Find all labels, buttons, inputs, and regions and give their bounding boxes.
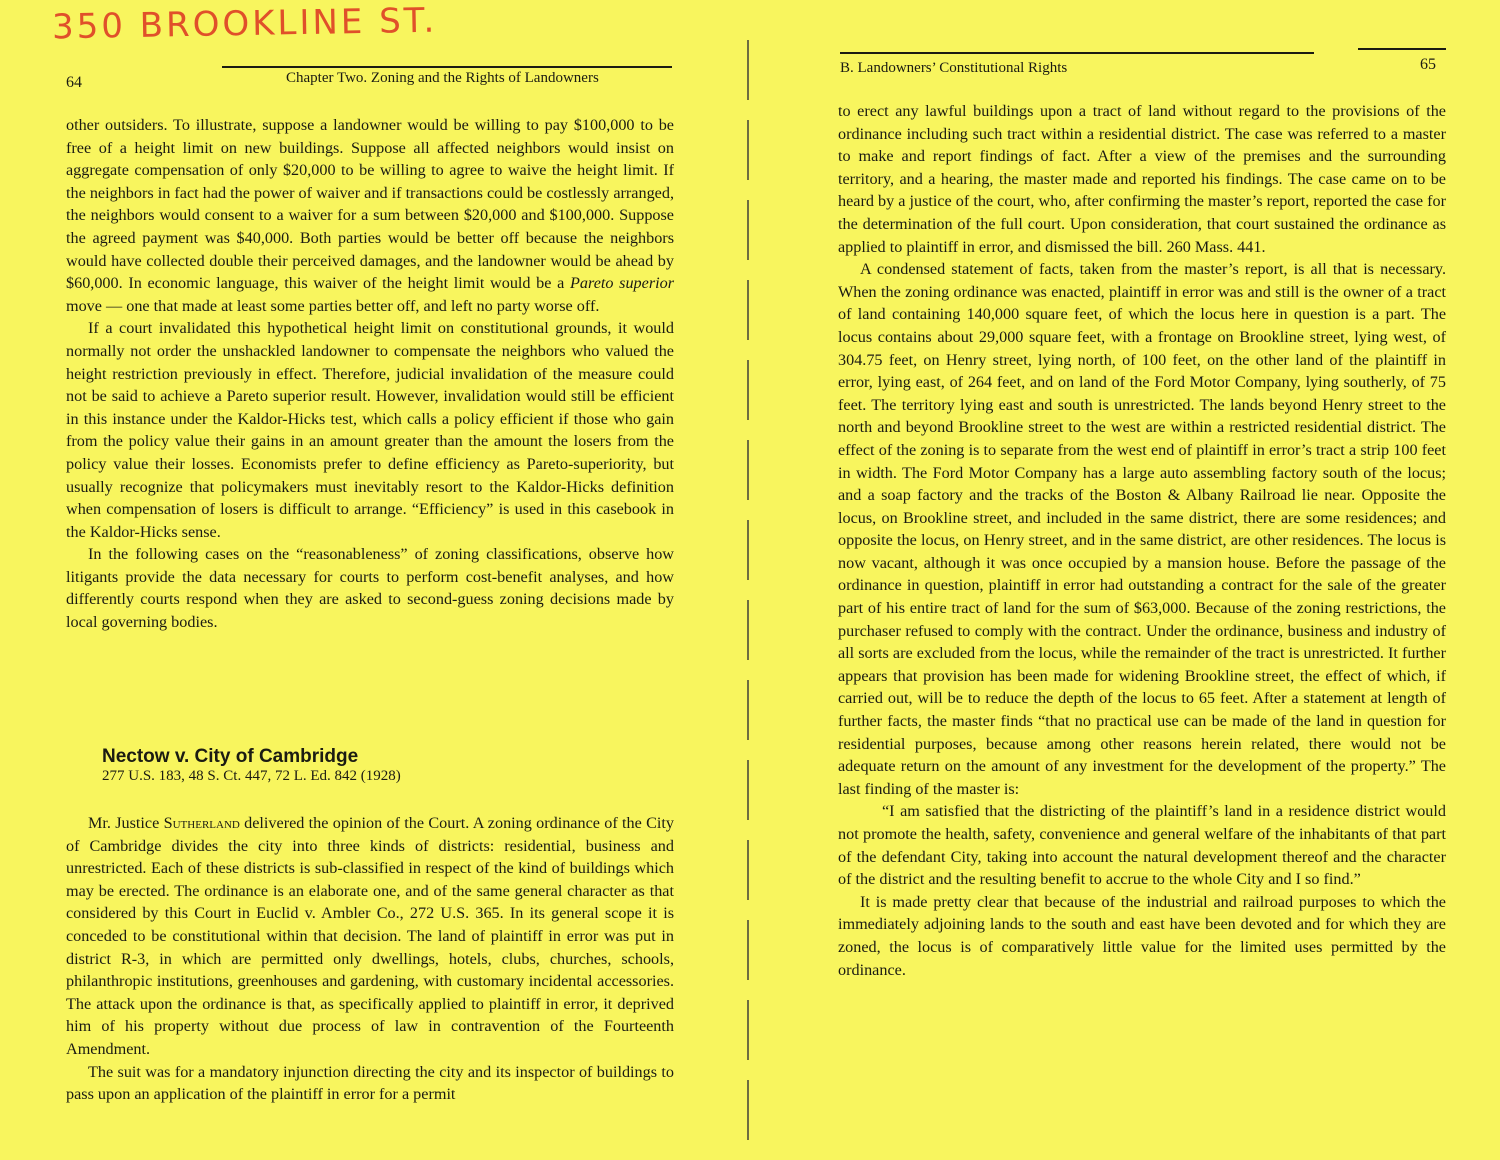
running-head-right: B. Landowners’ Constitutional Rights — [840, 60, 1068, 76]
running-head-left: Chapter Two. Zoning and the Rights of Landowners — [286, 70, 599, 86]
paragraph: If a court invalidated this hypothetical height limit on constitutional grounds, it would normally not order the unshackled landowner to compensate the neighbors who valued the height restriction previously in effect. Therefore, judicial invalidation of the measure could not be said to achieve a Pareto superior result. However, invalidation would still be efficient in this instance under the Kaldor-Hicks test, which calls a policy efficient if those who gain from the policy value their gains in an amount greater than the amount the losers from the policy value their losses. Economists prefer to define efficiency as Pareto-superiority, but usually recognize that policymakers must inevitably resort to the Kaldor-Hicks definition when compensation of losers is difficult to arrange. “Efficiency” is used in this casebook in the Kaldor-Hicks sense. — [66, 319, 674, 541]
header-rule — [840, 52, 1314, 54]
paragraph: It is made pretty clear that because of the industrial and railroad purposes to which the immediately adjoining lands to the south and east have been devoted and for which they are zoned, the locus is of comparatively little value for the limited uses permitted by the ordinance. — [838, 892, 1446, 979]
italic-term: Pareto superior — [570, 274, 675, 293]
paragraph-text: other outsiders. To illustrate, suppose a landowner would be willing to pay $100,000 to be free of a height limit on new buildings. Suppose all affected neighbors would insist on aggregate compensation of only $20,000 to be willing to agree to waive the height limit. If the neighbors in fact had the power of waiver and if transactions could be costlessly arranged, the neighbors would consent to a waiver for a sum between $20,000 and $100,000. Suppose the agreed payment was $40,000. Both parties would be better off because the neighbors would have collected double their perceived damages, and the landowner would be ahead by $60,000. In economic language, this waiver of the height limit would be a — [66, 116, 674, 293]
paragraph: A condensed statement of facts, taken from the master’s report, is all that is necessary. When the zoning ordinance was enacted, plaintiff in error was and still is the owner of a tract of land containing 140,000 square feet, of which the locus here in question is a part. The locus contains about 29,000 square feet, with a frontage on Brookline street, lying west, of 304.75 feet, on Henry street, lying north, of 100 feet, on the other land of the plaintiff in error, lying east, of 264 feet, and on land of the Ford Motor Company, lying southerly, of 75 feet. The territory lying east and south is unrestricted. The lands beyond Henry street to the north and beyond Brookline street to the west are within a restricted residential district. The effect of the zoning is to separate from the west end of plaintiff in error’s tract a strip 100 feet in width. The Ford Motor Company has a large auto assembling factory south of the locus; and a soap factory and the tracks of the Boston & Albany Railroad lie near. Opposite the locus, on Brookline street, and included in the same district, there are some residences; and opposite the locus, on Henry street, and in the same district, are other residences. The locus is now vacant, although it was once occupied by a mansion house. Before the passage of the ordinance in question, plaintiff in error had outstanding a contract for the sale of the greater part of his entire tract of land for the sum of $63,000. Because of the zoning restrictions, the purchaser refused to comply with the contract. Under the ordinance, business and industry of all sorts are excluded from the locus, while the remainder of the tract is unrestricted. It further appears that provision has been made for widening Brookline street, the effect of which, if carried out, will be to reduce the depth of the locus to 65 feet. After a statement at length of further facts, the master finds “that no practical use can be made of the land in question for residential purposes, because among other reasons herein related, there would not be adequate return on the amount of any investment for the development of the property.” The last finding of the master is: — [838, 260, 1446, 798]
paragraph-text: move — one that made at least some parties better off, and left no party worse off. — [66, 296, 600, 315]
case-citation: 277 U.S. 183, 48 S. Ct. 447, 72 L. Ed. 842 (1928) — [102, 768, 401, 784]
header-rule-short — [1358, 48, 1446, 50]
header-rule — [222, 66, 672, 68]
block-quote: “I am satisfied that the districting of the plaintiff’s land in a residence district would not promote the health, safety, convenience and general welfare of the inhabitants of that part of the defendant City, taking into account the natural development thereof and the character of the district and the resulting benefit to accrue to the whole City and I so find.” — [838, 802, 1446, 889]
paragraph: In the following cases on the “reasonableness” of zoning classifications, observe how litigants provide the data necessary for courts to perform cost-benefit analyses, and how differently courts respond when they are asked to second-guess zoning decisions made by local governing bodies. — [66, 545, 674, 632]
paragraph — [66, 114, 674, 317]
left-body-top — [66, 114, 674, 634]
handwritten-address-note: 350 BROOKLINE ST. — [51, 0, 438, 48]
justice-name: Sutherland — [163, 814, 240, 832]
page-gutter — [747, 40, 749, 1160]
paragraph: to erect any lawful buildings upon a tract of land without regard to the provisions of the ordinance including such tract within a residential district. The case was referred to a master to make and report findings of fact. After a view of the premises and the surrounding territory, and a hearing, the master made and reported his findings. The case came on to be heard by a justice of the court, who, after confirming the master’s report, reported the case for the determination of the full court. Upon consideration, that court sustained the ordinance as applied to plaintiff in error, and dismissed the bill. 260 Mass. 441. — [838, 102, 1446, 256]
paragraph-text: delivered the opinion of the Court. A zoning ordinance of the City of Cambridge divides the city into three kinds of districts: residential, business and unrestricted. Each of these districts is sub-classified in respect of the kind of buildings which may be erected. The ordinance is an elaborate one, and of the same general character as that considered by this Court in Euclid v. Ambler Co., 272 U.S. 365. In its general scope it is conceded to be constitutional within that decision. The land of plaintiff in error was put in district R-3, in which are permitted only dwellings, hotels, clubs, churches, schools, philanthropic institutions, greenhouses and gardening, with customary incidental accessories. The attack upon the ordinance is that, as specifically applied to plaintiff in error, it deprived him of his property without due process of law in contravention of the Fourteenth Amendment. — [66, 814, 675, 1058]
case-heading — [102, 746, 674, 785]
paragraph: The suit was for a mandatory injunction directing the city and its inspector of buildings to pass upon an application of the plaintiff in error for a permit — [66, 1062, 674, 1104]
paragraph-text: Mr. Justice — [88, 814, 160, 832]
page-number-left: 64 — [66, 74, 82, 91]
case-title: Nectow v. City of Cambridge — [102, 746, 359, 767]
right-body — [838, 100, 1446, 981]
page-number-right: 65 — [1420, 56, 1436, 73]
paragraph — [66, 812, 674, 1061]
left-body-opinion — [66, 812, 674, 1106]
